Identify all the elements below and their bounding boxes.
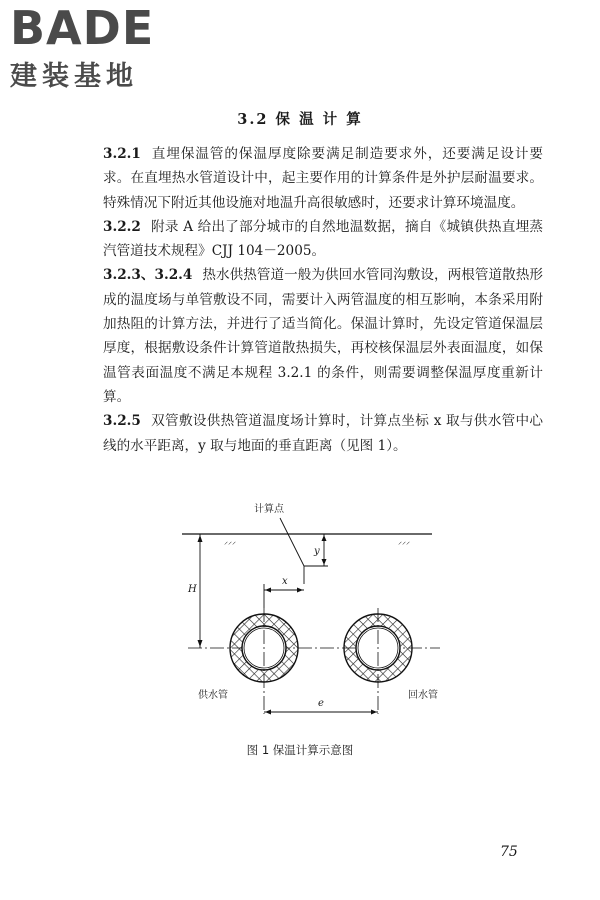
return-pipe-label: 回水管 — [408, 690, 438, 701]
ground-hatch-left: ⸝⸝⸝ — [224, 537, 236, 546]
clause-text: 附录 A 给出了部分城市的自然地温数据，摘自《城镇供热直埋蒸汽管道技术规程》CJJ 104－2005。 — [103, 218, 543, 260]
clause-number: 3.2.5 — [103, 413, 141, 430]
ground-hatch-right: ⸝⸝⸝ — [398, 537, 410, 546]
supply-pipe-label: 供水管 — [198, 690, 228, 701]
clause-text: 直埋保温管的保温厚度除要满足制造要求外，还要满足设计要求。在直埋热水管道设计中，起主要作用的计算条件是外护层耐温要求。特殊情况下附近其他设施对地温升高很敏感时，还要求计算环境温度。 — [103, 146, 543, 211]
clause-3-2-3-4 — [103, 263, 543, 409]
leader-line — [280, 518, 304, 566]
section-title: 3.2 保 温 计 算 — [237, 111, 363, 128]
e-label: e — [318, 698, 324, 709]
clause-number: 3.2.3、3.2.4 — [103, 267, 193, 284]
y-label: y — [314, 546, 320, 557]
figure-caption: 图 1 保温计算示意图 — [246, 743, 354, 757]
x-label: x — [282, 576, 288, 587]
calc-point-label: 计算点 — [254, 504, 284, 515]
figure-1 — [180, 500, 450, 730]
clause-text: 热水供热管道一般为供回水管同沟敷设，两根管道散热形成的温度场与单管敷设不同，需要计入两管温度的相互影响，本条采用附加热阻的计算方法，并进行了适当简化。保温计算时，先设定管道保温层厚度，根据敷设条件计算管道散热损失，再校核保温层外表面温度，如保温管表面温度不满足本规程 3.2.1 的条件，则需要调整保温厚度重新计算。 — [103, 267, 543, 405]
clause-text: 双管敷设供热管道温度场计算时，计算点坐标 x 取与供水管中心线的水平距离，y 取与地面的垂直距离（见图 1）。 — [103, 413, 543, 454]
clause-number: 3.2.2 — [103, 218, 141, 235]
page-number: 75 — [500, 844, 518, 860]
body-text — [103, 142, 543, 458]
brand-logo — [10, 1, 180, 92]
clause-number: 3.2.1 — [103, 146, 141, 162]
clause-3-2-5 — [103, 409, 543, 458]
h-label: H — [188, 584, 197, 595]
clause-3-2-1 — [103, 142, 543, 215]
logo-subtitle: 建装基地 — [10, 61, 138, 92]
clause-3-2-2 — [103, 215, 543, 264]
logo-wordmark: BADE — [10, 1, 155, 55]
